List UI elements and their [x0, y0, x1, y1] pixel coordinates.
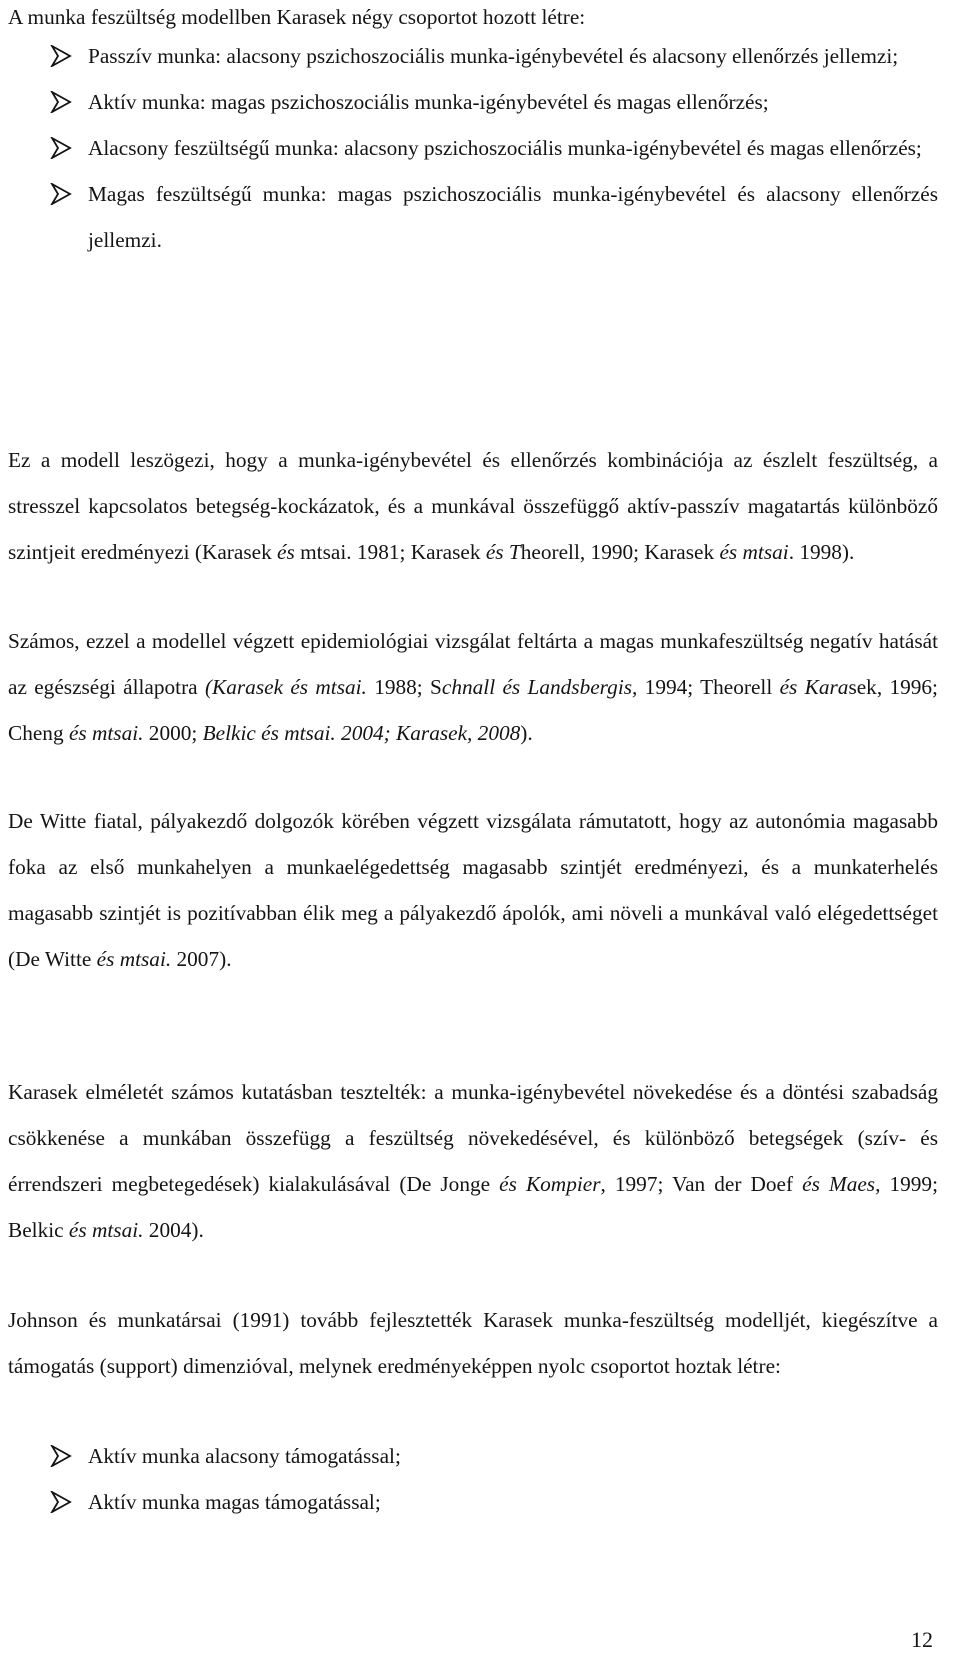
bullet-list-karasek-groups	[8, 33, 938, 263]
paragraph-model-statement: Ez a modell leszögezi, hogy a munka-igénybevétel és ellenőrzés kombinációja az észlelt feszültség, a stresszel kapcsolatos betegség-kockázatok, és a munkával összefüggő aktív-passzív magatartás különböző szintjeit eredményezi (Karasek és mtsai. 1981; Karasek és Theorell, 1990; Karasek és mtsai. 1998).	[8, 448, 938, 564]
list-item	[8, 33, 938, 79]
paragraph-de-witte: De Witte fiatal, pályakezdő dolgozók körében végzett vizsgálata rámutatott, hogy az autonómia magasabb foka az első munkahelyen a munkaelégedettség magasabb szintjét eredményezi, és a munkaterhelés magasabb szintjét is pozitívabban élik meg a pályakezdő ápolók, ami növeli a munkával való elégedettséget (De Witte és mtsai. 2007).	[8, 809, 938, 971]
arrowhead-bullet-icon	[50, 1491, 72, 1513]
arrowhead-bullet-icon	[50, 91, 72, 113]
list-item	[8, 1479, 938, 1525]
arrowhead-bullet-icon	[50, 1445, 72, 1467]
bullet-list-johnson-groups	[8, 1433, 938, 1525]
list-item	[8, 125, 938, 171]
list-item-text: Magas feszültségű munka: magas pszichoszociális munka-igénybevétel és alacsony ellenőrzés jellemzi.	[88, 182, 938, 252]
arrowhead-bullet-icon	[50, 183, 72, 205]
list-item-text: Aktív munka magas támogatással;	[88, 1490, 381, 1514]
arrowhead-bullet-icon	[50, 137, 72, 159]
list-item	[8, 1433, 938, 1479]
list-item-text: Passzív munka: alacsony pszichoszociális munka-igénybevétel és alacsony ellenőrzés jellemzi;	[88, 44, 899, 68]
paragraph-epidemiology: Számos, ezzel a modellel végzett epidemiológiai vizsgálat feltárta a magas munkafeszültség negatív hatását az egészségi állapotra (Karasek és mtsai. 1988; Schnall és Landsbergis, 1994; Theorell és Karasek, 1996; Cheng és mtsai. 2000; Belkic és mtsai. 2004; Karasek, 2008).	[8, 629, 938, 745]
intro-line: A munka feszültség modellben Karasek négy csoportot hozott létre:	[8, 5, 586, 29]
list-item-text: Aktív munka alacsony támogatással;	[88, 1444, 401, 1468]
list-item	[8, 171, 938, 263]
list-item-text: Alacsony feszültségű munka: alacsony pszichoszociális munka-igénybevétel és magas ellenőrzés;	[88, 136, 922, 160]
paragraph-johnson: Johnson és munkatársai (1991) tovább fejlesztették Karasek munka-feszültség modelljét, kiegészítve a támogatás (support) dimenzióval, melynek eredményeképpen nyolc csoportot hoztak létre:	[8, 1308, 938, 1378]
paragraph-karasek-tests: Karasek elméletét számos kutatásban tesztelték: a munka-igénybevétel növekedése és a döntési szabadság csökkenése a munkában összefügg a feszültség növekedésével, és különböző betegségek (szív- és érrendszeri megbetegedések) kialakulásával (De Jonge és Kompier, 1997; Van der Doef és Maes, 1999; Belkic és mtsai. 2004).	[8, 1080, 938, 1242]
list-item	[8, 79, 938, 125]
list-item-text: Aktív munka: magas pszichoszociális munka-igénybevétel és magas ellenőrzés;	[88, 90, 769, 114]
page-number: 12	[911, 1627, 933, 1652]
arrowhead-bullet-icon	[50, 45, 72, 67]
